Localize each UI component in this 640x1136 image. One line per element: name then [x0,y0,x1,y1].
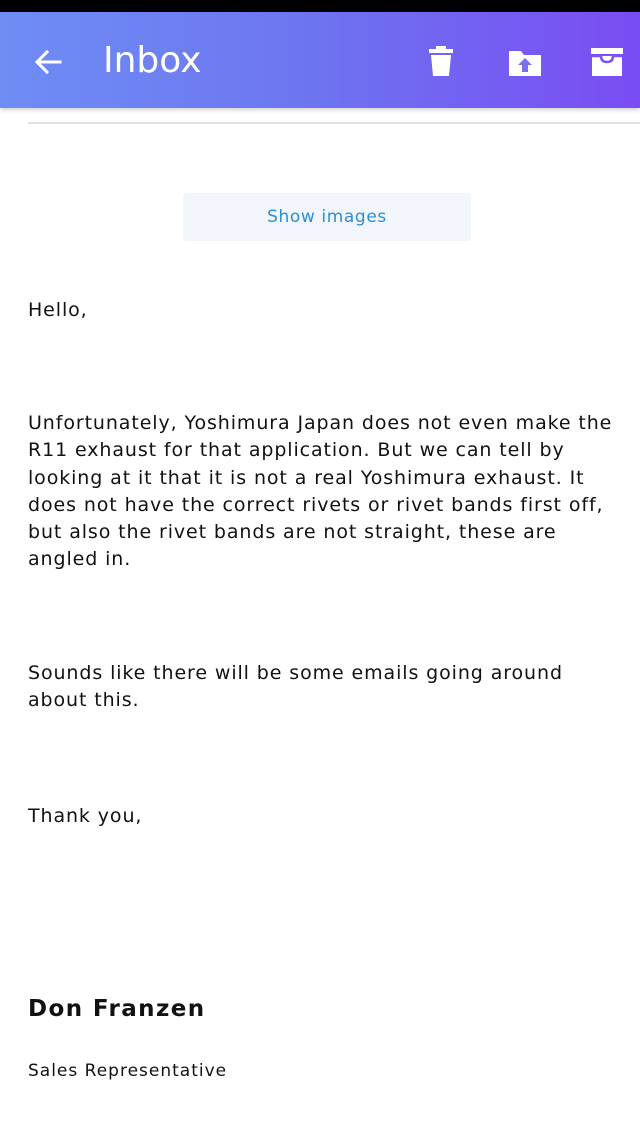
archive-icon [590,47,624,77]
delete-icon [427,46,455,78]
signature-title: Sales Representative [28,1061,228,1081]
page-title: Inbox [103,40,202,81]
delete-button[interactable] [419,40,463,84]
divider [28,122,640,124]
app-bar [0,12,640,108]
archive-button[interactable] [585,40,629,84]
move-to-folder-button[interactable] [503,40,547,84]
status-bar [0,0,640,12]
show-images-button[interactable]: Show images [183,193,471,241]
email-paragraph-2: Sounds like there will be some emails going around about this. [28,662,563,712]
email-closing: Thank you, [28,805,143,827]
signature-name: Don Franzen [28,996,206,1022]
email-paragraph-1: Unfortunately, Yoshimura Japan does not even make the R11 exhaust for that application. But we can tell by looking at it that it is not a real Yoshimura exhaust. It does not have the correct rivets or rivet bands first off, but also the rivet bands are not straight, these are angled in. [28,412,613,571]
back-button[interactable] [26,40,70,84]
move-to-folder-icon [508,47,542,77]
arrow-left-icon [32,46,64,78]
email-greeting: Hello, [28,299,88,321]
